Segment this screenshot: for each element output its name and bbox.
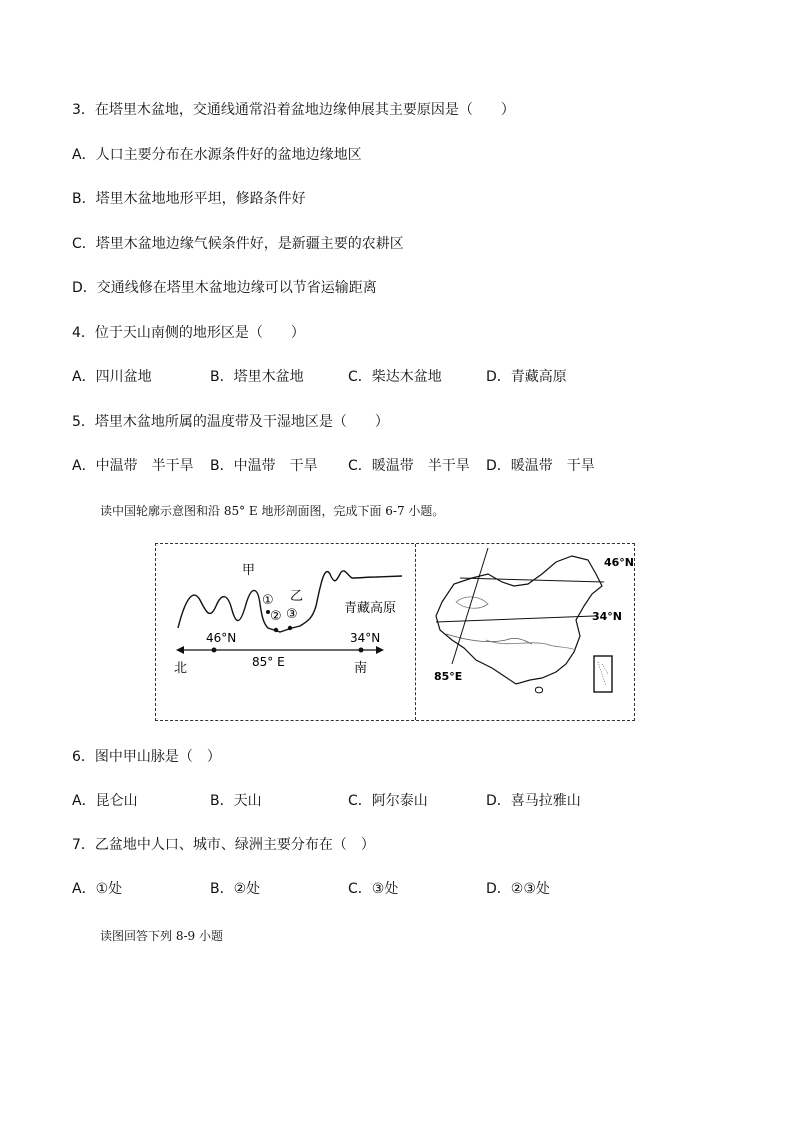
question-7-option-c: C．③处: [348, 881, 399, 897]
label-south: 南: [354, 661, 368, 676]
question-7-option-a: A．①处: [72, 881, 123, 897]
china-outline-map: [416, 544, 634, 720]
axis-arrow-right: [376, 646, 384, 654]
question-3-option-c: C．塔里木盆地边缘气候条件好，是新疆主要的农耕区: [72, 236, 404, 252]
map-label-34n: 34°N: [592, 610, 623, 623]
label-85e: 85° E: [252, 655, 285, 669]
question-7-stem: 7．乙盆地中人口、城市、绿洲主要分布在（ ）: [72, 837, 375, 853]
marker-2: ②: [270, 609, 282, 624]
label-yi: 乙: [290, 589, 304, 604]
china-outline: [436, 556, 602, 684]
label-46n: 46°N: [206, 631, 237, 645]
question-4-option-c: C．柴达木盆地: [348, 369, 442, 385]
marker-1: ①: [262, 593, 274, 608]
meridian-85e: [452, 548, 488, 664]
question-6-option-a: A．昆仑山: [72, 793, 138, 809]
question-6-stem: 6．图中甲山脉是（ ）: [72, 749, 221, 765]
figure-profile-and-map: [155, 543, 635, 721]
label-34n: 34°N: [350, 631, 381, 645]
question-7-option-d: D．②③处: [486, 881, 550, 897]
question-5-stem: 5．塔里木盆地所属的温度带及干湿地区是（ ）: [72, 414, 389, 430]
question-6-option-d: D．喜马拉雅山: [486, 793, 581, 809]
question-3-option-d: D．交通线修在塔里木盆地边缘可以节省运输距离: [72, 280, 377, 296]
question-3-option-b: B．塔里木盆地地形平坦，修路条件好: [72, 191, 306, 207]
question-3-option-a: A．人口主要分布在水源条件好的盆地边缘地区: [72, 147, 362, 163]
point-34n: [359, 648, 364, 653]
question-5-option-b: B．中温带 干旱: [210, 458, 318, 474]
point-2: [274, 628, 278, 632]
question-5-option-c: C．暖温带 半干旱: [348, 458, 470, 474]
question-4-option-b: B．塔里木盆地: [210, 369, 304, 385]
point-46n: [212, 648, 217, 653]
question-4-option-d: D．青藏高原: [486, 369, 567, 385]
question-4-stem: 4．位于天山南侧的地形区是（ ）: [72, 325, 305, 341]
map-label-85e: 85°E: [434, 670, 463, 683]
question-4-option-a: A．四川盆地: [72, 369, 152, 385]
axis-arrow-left: [176, 646, 184, 654]
question-6-option-b: B．天山: [210, 793, 262, 809]
reading-instruction-6-7: 读中国轮廓示意图和沿 85° E 地形剖面图，完成下面 6-7 小题。: [100, 504, 445, 518]
question-5-option-d: D．暖温带 干旱: [486, 458, 595, 474]
point-1: [266, 610, 270, 614]
question-5-option-a: A．中温带 半干旱: [72, 458, 194, 474]
label-qingzang-plateau: 青藏高原: [344, 601, 397, 616]
question-7-option-b: B．②处: [210, 881, 261, 897]
question-6-option-c: C．阿尔泰山: [348, 793, 428, 809]
label-north: 北: [174, 661, 188, 676]
point-3: [288, 626, 292, 630]
hainan-island: [535, 687, 542, 693]
river-line: [486, 640, 576, 650]
label-jia: 甲: [242, 563, 256, 578]
terrain-profile: [156, 544, 414, 720]
reading-instruction-8-9: 读图回答下列 8-9 小题: [100, 929, 223, 943]
latitude-34n: [436, 616, 594, 622]
south-china-sea-inset: [594, 656, 612, 692]
question-3-stem: 3．在塔里木盆地，交通线通常沿着盆地边缘伸展其主要原因是（ ）: [72, 102, 515, 118]
marker-3: ③: [286, 607, 298, 622]
map-label-46n: 46°N: [604, 556, 634, 569]
